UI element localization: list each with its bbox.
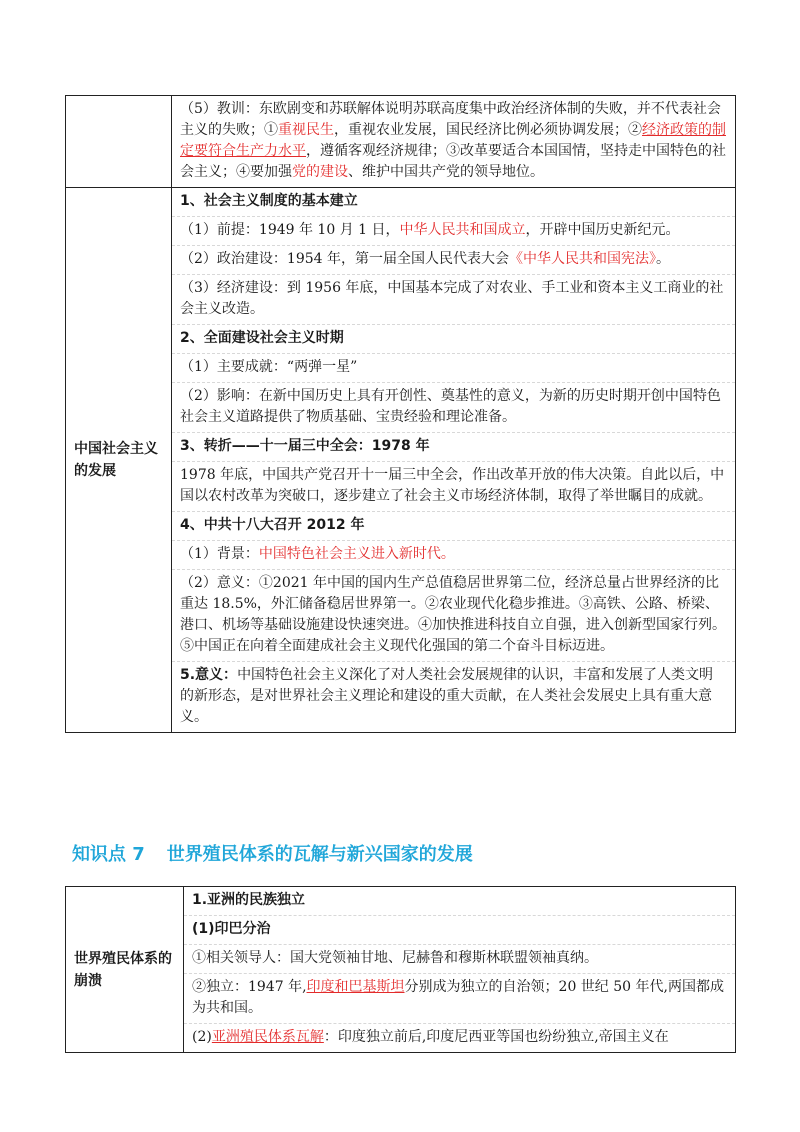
- bold-label: 5.意义：: [180, 667, 238, 683]
- highlight-text: 经济政策的制定要符合生产力水平: [180, 122, 726, 159]
- paragraph: （1）主要成就：“两弹一星”: [172, 354, 735, 383]
- highlight-text: 中华人民共和国成立: [399, 222, 526, 238]
- content-cell: [172, 96, 736, 188]
- text-span: （1）背景：: [180, 546, 259, 562]
- content-cell: [172, 188, 736, 733]
- text-span: ，开辟中国历史新纪元。: [525, 222, 680, 238]
- paragraph: [184, 974, 735, 1024]
- highlight-text: 重视民生: [278, 122, 334, 138]
- paragraph: （2）影响：在新中国历史上具有开创性、奠基性的意义，为新的历史时期开创中国特色社会主义道路提供了物质基础、宝贵经验和理论准备。: [172, 383, 735, 433]
- highlight-text: 亚洲殖民体系瓦解: [211, 1029, 324, 1045]
- table-row: [66, 188, 736, 733]
- highlight-text: 中国特色社会主义进入新时代。: [258, 546, 455, 562]
- text-span: （2）政治建设：1954 年，第一届全国人民代表大会: [180, 251, 509, 267]
- paragraph: （3）经济建设：到 1956 年底，中国基本完成了对农业、手工业和资本主义工商业的社会主义改造。: [172, 275, 735, 325]
- section-heading: 3、转折——十一届三中全会：1978 年: [172, 433, 735, 462]
- paragraph: ①相关领导人：国大党领袖甘地、尼赫鲁和穆斯林联盟领袖真纳。: [184, 945, 735, 974]
- paragraph: （2）意义：①2021 年中国的国内生产总值稳居世界第二位，经济总量占世界经济的比重达 18.5%，外汇储备稳居世界第一。②农业现代化稳步推进。③高铁、公路、桥梁、港口、机场等基础设施建设快速突进。④加快推进科技自立自强，进入创新型国家行列。⑤中国正在向着全面建成社会主义现代化强国的第二个奋斗目标迈进。: [172, 570, 735, 662]
- highlight-text: 印度和巴基斯坦: [306, 979, 405, 995]
- text-span: （5）教训：东欧剧变和苏联解体说明苏联高度集中政治经济体制的失败，并不代表社会主义的失败；①: [180, 101, 721, 138]
- empty-topic-cell: [66, 96, 172, 188]
- text-span: （1）前提：1949 年 10 月 1 日，: [180, 222, 400, 238]
- section-heading: 1、社会主义制度的基本建立: [172, 188, 735, 217]
- section-title: [72, 840, 473, 866]
- text-span: ，遵循客观经济规律；③改革要适合本国国情，坚持走中国特色的社会主义；④要加强: [180, 143, 726, 180]
- section-heading: 1.亚洲的民族独立: [184, 887, 735, 916]
- content-cell: [184, 887, 736, 1053]
- paragraph: [172, 217, 735, 246]
- text-span: 、维护中国共产党的领导地位。: [348, 164, 544, 180]
- text-span: 。: [656, 251, 670, 267]
- section-number: 知识点 7: [72, 844, 145, 865]
- topic-cell: 中国社会主义的发展: [66, 188, 172, 733]
- section-heading: 4、中共十八大召开 2012 年: [172, 512, 735, 541]
- history-table-2: [65, 886, 736, 1053]
- table-row: [66, 96, 736, 188]
- highlight-text: 《中华人民共和国宪法》: [509, 251, 656, 267]
- section-title-text: 世界殖民体系的瓦解与新兴国家的发展: [166, 844, 473, 865]
- section-heading: 2、全面建设社会主义时期: [172, 325, 735, 354]
- text-span: (2): [192, 1029, 212, 1045]
- topic-cell: 世界殖民体系的崩溃: [66, 887, 184, 1053]
- text-span: ②独立：1947 年,: [192, 979, 307, 995]
- text-span: ：印度独立前后,印度尼西亚等国也纷纷独立,帝国主义在: [323, 1029, 669, 1045]
- paragraph: [172, 246, 735, 275]
- paragraph: [184, 1024, 735, 1052]
- sub-heading: (1)印巴分治: [184, 916, 735, 945]
- text-span: ，重视农业发展，国民经济比例必须协调发展；②: [334, 122, 642, 138]
- highlight-text: 党的建设: [292, 164, 348, 180]
- history-table-1: [65, 95, 736, 733]
- paragraph: 1978 年底，中国共产党召开十一届三中全会，作出改革开放的伟大决策。自此以后，中国以农村改革为突破口，逐步建立了社会主义市场经济体制，取得了举世瞩目的成就。: [172, 462, 735, 512]
- lesson-paragraph: [172, 96, 735, 187]
- text-span: 分别成为独立的自治领；20 世纪 50 年代,两国都成为共和国。: [192, 979, 724, 1016]
- table-row: [66, 887, 736, 1053]
- paragraph: [172, 541, 735, 570]
- text-span: 中国特色社会主义深化了对人类社会发展规律的认识，丰富和发展了人类文明的新形态，是对世界社会主义理论和建设的重大贡献，在人类社会发展史上具有重大意义。: [180, 667, 714, 725]
- paragraph: [172, 662, 735, 732]
